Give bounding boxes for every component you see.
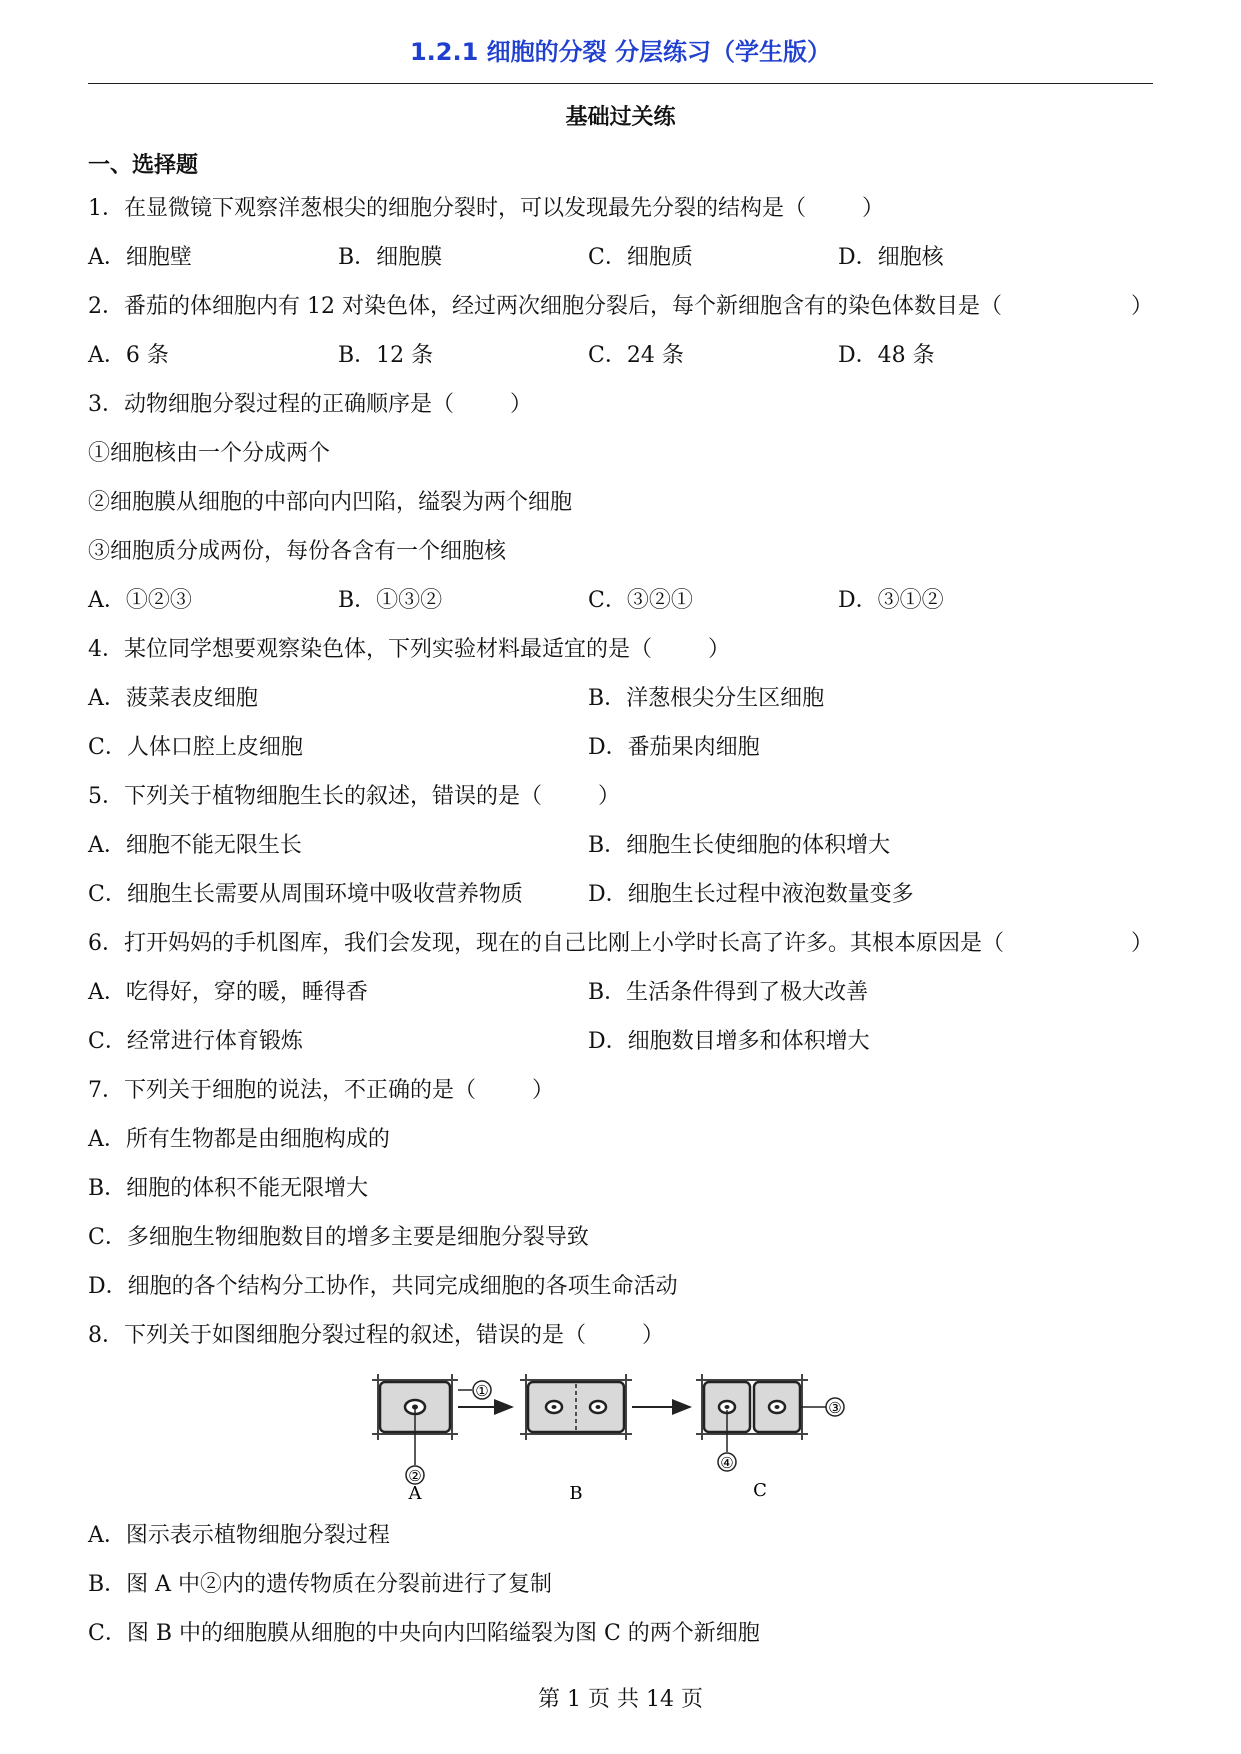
panel-b-label: B — [569, 1483, 583, 1502]
question-5-option-c: C．细胞生长需要从周围环境中吸收营养物质 — [88, 882, 523, 907]
question-7-stem: 7．下列关于细胞的说法，不正确的是（ ） — [88, 1078, 555, 1103]
question-6-option-c: C．经常进行体育锻炼 — [88, 1029, 303, 1054]
question-3-option-c: C．③②① — [588, 588, 693, 613]
question-6-stem: 6．打开妈妈的手机图库，我们会发现，现在的自己比刚上小学时长高了许多。其根本原因是（ ） — [88, 931, 1153, 956]
question-5-option-b: B．细胞生长使细胞的体积增大 — [588, 833, 891, 858]
question-1-option-b: B．细胞膜 — [338, 245, 443, 270]
section-title: 基础过关练 — [565, 105, 676, 130]
question-1-option-c: C．细胞质 — [588, 245, 693, 270]
question-4-option-a: A．菠菜表皮细胞 — [88, 686, 258, 711]
page-footer: 第 1 页 共 14 页 — [538, 1687, 703, 1712]
question-1-stem: 1．在显微镜下观察洋葱根尖的细胞分裂时，可以发现最先分裂的结构是（ ） — [88, 196, 885, 221]
question-5-stem: 5．下列关于植物细胞生长的叙述，错误的是（ ） — [88, 784, 621, 809]
cell-division-figure — [370, 1372, 910, 1502]
question-3-option-b: B．①③② — [338, 588, 443, 613]
question-8-option-c: C．图 B 中的细胞膜从细胞的中央向内凹陷缢裂为图 C 的两个新细胞 — [88, 1621, 760, 1646]
question-3-statement-1: ①细胞核由一个分成两个 — [88, 441, 331, 466]
question-1-option-d: D．细胞核 — [838, 245, 944, 270]
question-6-option-d: D．细胞数目增多和体积增大 — [588, 1029, 870, 1054]
question-7-option-d: D．细胞的各个结构分工协作，共同完成细胞的各项生命活动 — [88, 1274, 678, 1299]
question-3-option-d: D．③①② — [838, 588, 944, 613]
question-4-stem: 4．某位同学想要观察染色体，下列实验材料最适宜的是（ ） — [88, 637, 731, 662]
marker-4 — [718, 1453, 736, 1472]
panel-c-label: C — [753, 1480, 767, 1501]
question-8-option-a: A．图示表示植物细胞分裂过程 — [88, 1523, 390, 1548]
marker-2-label: ② — [408, 1467, 422, 1485]
question-4-option-c: C．人体口腔上皮细胞 — [88, 735, 303, 760]
question-4-option-b: B．洋葱根尖分生区细胞 — [588, 686, 825, 711]
question-7-option-b: B．细胞的体积不能无限增大 — [88, 1176, 369, 1201]
cell-a — [372, 1374, 458, 1465]
document-title: 1.2.1 细胞的分裂 分层练习（学生版） — [409, 38, 832, 66]
question-8-stem: 8．下列关于如图细胞分裂过程的叙述，错误的是（ ） — [88, 1323, 665, 1348]
marker-1 — [473, 1381, 491, 1400]
question-5-option-a: A．细胞不能无限生长 — [88, 833, 302, 858]
header-rule — [88, 83, 1153, 84]
question-5-option-d: D．细胞生长过程中液泡数量变多 — [588, 882, 914, 907]
marker-3 — [826, 1398, 844, 1417]
question-3-statement-2: ②细胞膜从细胞的中部向内凹陷，缢裂为两个细胞 — [88, 490, 573, 515]
marker-1-label: ① — [475, 1382, 489, 1400]
question-6-option-a: A．吃得好，穿的暖，睡得香 — [88, 980, 368, 1005]
question-1-option-a: A．细胞壁 — [88, 245, 192, 270]
question-3-statement-3: ③细胞质分成两份，每份各含有一个细胞核 — [88, 539, 507, 564]
question-2-option-a: A．6 条 — [88, 343, 169, 368]
question-3-option-a: A．①②③ — [88, 588, 192, 613]
question-6-option-b: B．生活条件得到了极大改善 — [588, 980, 869, 1005]
marker-3-label: ③ — [828, 1399, 842, 1417]
question-8-option-b: B．图 A 中②内的遗传物质在分裂前进行了复制 — [88, 1572, 553, 1597]
question-2-option-d: D．48 条 — [838, 343, 935, 368]
panel-a-label: A — [408, 1483, 422, 1502]
question-3-stem: 3．动物细胞分裂过程的正确顺序是（ ） — [88, 392, 533, 417]
question-2-stem: 2．番茄的体细胞内有 12 对染色体，经过两次细胞分裂后，每个新细胞含有的染色体数目是（ ） — [88, 294, 1153, 319]
question-7-option-c: C．多细胞生物细胞数目的增多主要是细胞分裂导致 — [88, 1225, 589, 1250]
question-4-option-d: D．番茄果肉细胞 — [588, 735, 760, 760]
question-2-option-c: C．24 条 — [588, 343, 684, 368]
question-2-option-b: B．12 条 — [338, 343, 434, 368]
question-7-option-a: A．所有生物都是由细胞构成的 — [88, 1127, 390, 1152]
cell-c — [696, 1374, 826, 1452]
cell-b — [520, 1374, 632, 1440]
marker-4-label: ④ — [720, 1454, 734, 1472]
part-title: 一、选择题 — [88, 153, 199, 178]
